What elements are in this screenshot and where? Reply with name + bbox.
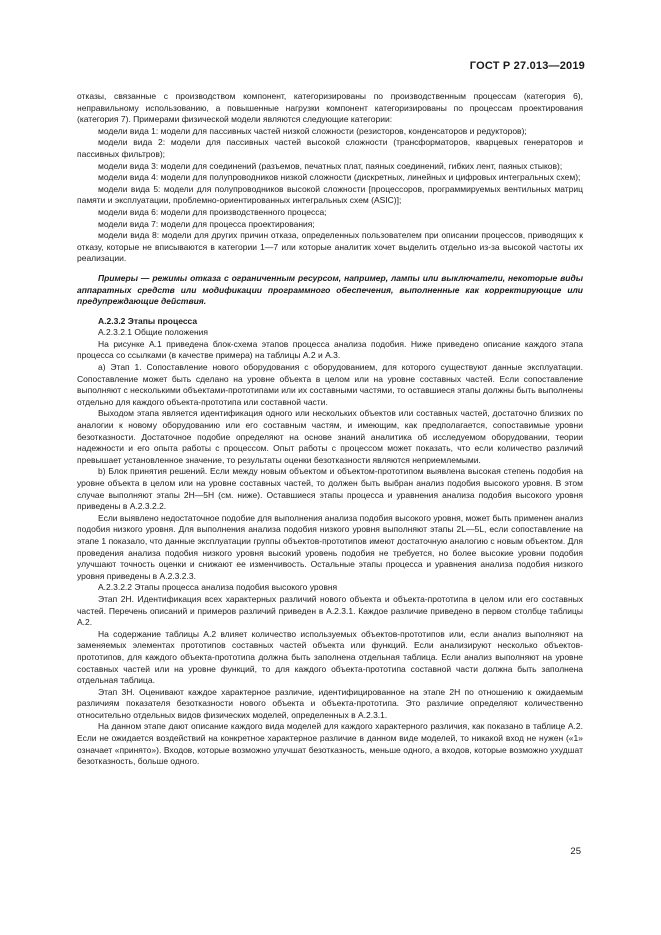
list-item: модели вида 3: модели для соединений (разъемов, печатных плат, паяных соединений, гибких лент, паяных стыков);: [98, 160, 563, 171]
list-item: модели вида 5: модели для полупроводников высокой сложности [процессоров, программируемых вентильных матриц памяти и эксплуатации, проблемно-ориентированных интегральных схем (ASIC)];: [77, 183, 583, 206]
paragraph: Выходом этапа является идентификация одного или нескольких объектов или составных частей, достаточно близких по аналогии к новому оборудованию или его составным частям, и имеющим, как предполагается, сопоставимые уровни безотказности. Достаточное подобие определяют на основе знаний аналитика об исследуемом оборудовании, теории надежности и его опыта работы с процессом. Опыт работы с процессом может показать, что если количество различий превышает установленное значение, то результаты оценки безотказности являются неприемлемыми.: [77, 408, 583, 465]
paragraph: Если выявлено недостаточное подобие для выполнения анализа подобия высокого уровня, может быть применен анализ подобия низкого уровня. Для выполнения анализа подобия низкого уровня выполняют этапы 2L—5L, если сопоставление на этапе 1 показало, что данные эксплуатации группы объектов-прототипов имеют достаточную аналогию с новым объектом. Для проведения анализа подобия низкого уровня высокий уровень подобия не требуется, но более высокие уровни подобия улучшают точность оценки и снижают ее изменчивость. Остальные этапы процесса и уравнения анализа подобия низкого уровня приведены в А.2.3.2.3.: [77, 512, 583, 581]
list-item: модели вида 2: модели для пассивных частей высокой сложности (трансформаторов, кварцевых генераторов и пассивных фильтров);: [77, 137, 583, 159]
paragraph: b) Блок принятия решений. Если между новым объектом и объектом-прототипом выявлена высокая степень подобия на уровне объекта в целом или на уровне составных частей, то должен быть выбран анализ подобия высокого уровня. В этом случае выполняют этапы 2Н—5Н (см. ниже). Оставшиеся этапы процесса и уравнения анализа подобия высокого уровня приведены в А.2.3.2.2.: [77, 466, 583, 512]
body-text: [77, 91, 583, 768]
paragraph: На данном этапе дают описание каждого вида моделей для каждого характерного различия, как показано в таблице А.2. Если не ожидается воздействий на конкретное характерное различие в данном виде моделей, то никакой вход не нужен («1» означает «принято»). Входов, которые возможно улучшат безотказность, меньше одного, а входов, которые возможно ухудшат безотказность, больше одного.: [77, 721, 583, 767]
paragraph: На рисунке А.1 приведена блок-схема этапов процесса анализа подобия. Ниже приведено описание каждого этапа процесса со ссылками (в качестве примера) на таблицы А.2 и А.3.: [77, 338, 583, 361]
page-number: 25: [570, 846, 581, 857]
list-item: модели вида 7: модели для процесса проектирования;: [98, 218, 315, 229]
paragraph: отказы, связанные с производством компонент, категоризированы по производственным процессам (категория 6), неправильному использованию, а повышенные нагрузки компонент категоризированы по процессам проектирования (категория 7). Примерами физической модели являются следующие категории:: [77, 91, 583, 125]
subsection-heading: А.2.3.2.2 Этапы процесса анализа подобия высокого уровня: [98, 582, 338, 593]
paragraph: а) Этап 1. Сопоставление нового оборудования с оборудованием, для которого существуют данные эксплуатации. Сопоставление может быть сделано на уровне объекта в целом или на уровне составных частей. Если сопоставление выполняют с несколькими объектами-прототипами или их составными частями, то оставшиеся этапы должны быть выполнены отдельно для каждого объекта-прототипа или составной части.: [77, 362, 583, 407]
list-item: модели вида 6: модели для производственного процесса;: [98, 206, 327, 217]
subsection-heading: А.2.3.2.1 Общие положения: [98, 327, 208, 338]
list-item: модели вида 1: модели для пассивных частей низкой сложности (резисторов, конденсаторов и редукторов);: [98, 125, 527, 136]
section-heading: А.2.3.2 Этапы процесса: [98, 315, 198, 326]
paragraph: Этап 2Н. Идентификация всех характерных различий нового объекта и объекта-прототипа в целом или его составных частей. Перечень описаний и примеров различий приведен в А.2.3.1. Каждое различие приведено в первом столбце таблицы А.2.: [77, 593, 583, 628]
standard-designation: ГОСТ Р 27.013—2019: [469, 60, 585, 72]
list-item: модели вида 4: модели для полупроводников низкой сложности (дискретных, линейных и цифровых интегральных схем);: [98, 172, 581, 183]
paragraph: Этап 3Н. Оценивают каждое характерное различие, идентифицированное на этапе 2Н по отношению к ожидаемым различиям показателя безотказности нового объекта и объекта-прототипа. Это различие определяют количественно относительно отдельных видов физических моделей, определенных в А.2.3.1.: [77, 686, 583, 720]
list-item: модели вида 8: модели для других причин отказа, определенных пользователем при описании процессов, приводящих к отказу, которые не вписываются в категории 1—7 или которые аналитик хочет выделить отдельно из-за высокой частоты их реализации.: [77, 230, 583, 264]
examples-note: Примеры — режимы отказа с ограниченным ресурсом, например, лампы или выключатели, некоторые виды аппаратных средств или модификации программного обеспечения, выполненные как корректирующие или предупреждающие действия.: [77, 272, 583, 307]
paragraph: На содержание таблицы А.2 влияет количество используемых объектов-прототипов или, если анализ выполняют на заменяемых элементах прототипов составных частей объекта или функций. Если анализируют несколько объектов-прототипов, для каждого объекта-прототипа должна быть заполнена отдельная таблица. Если анализ выполняют на уровне составных частей или на уровне функций, то для каждого объекта-прототипа составной части должна быть заполнена отдельная таблица.: [77, 628, 583, 686]
